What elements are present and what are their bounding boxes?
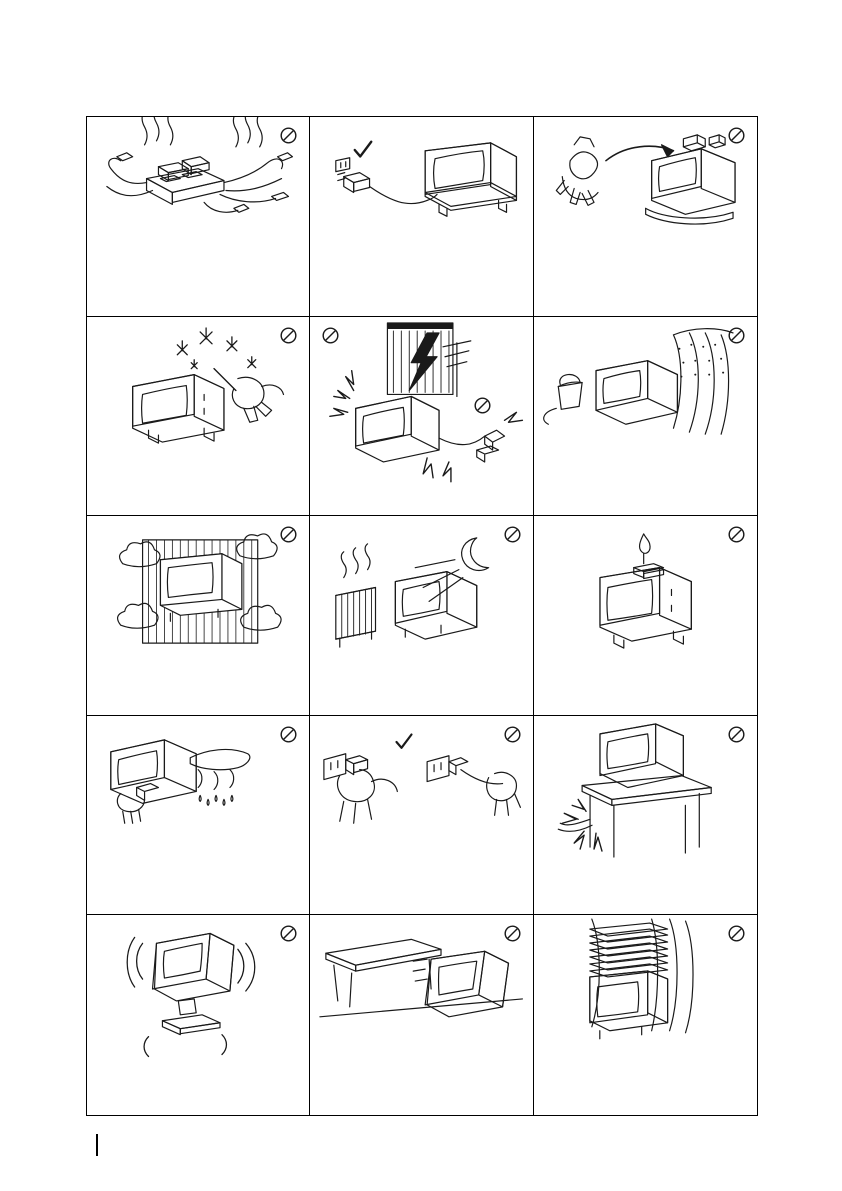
illustration-sparkler-near-tv <box>87 317 309 516</box>
prohibition-icon <box>728 327 745 344</box>
illustration-water-near-tv <box>534 317 757 516</box>
cell-do-not-pinch-cord <box>534 716 757 916</box>
cell-do-not-place-near-water <box>534 317 757 517</box>
illustration-correct-plug <box>310 117 532 316</box>
prohibition-icon <box>280 526 297 543</box>
prohibition-icon <box>728 127 745 144</box>
prohibition-icon <box>504 526 521 543</box>
illustration-lightning-storm <box>310 317 532 516</box>
cell-unplug-during-lightning-storm <box>310 317 533 517</box>
illustration-wet-hands-plug <box>87 716 309 915</box>
prohibition-icon <box>474 397 491 414</box>
illustration-stacked-items-on-tv <box>534 915 757 1115</box>
check-mark-icon <box>352 139 374 161</box>
cell-do-not-place-on-unstable-stand <box>87 915 310 1115</box>
illustration-tilted-table <box>310 915 532 1115</box>
prohibition-icon <box>322 327 339 344</box>
prohibition-icon <box>280 127 297 144</box>
prohibition-icon <box>280 327 297 344</box>
prohibition-icon <box>504 925 521 942</box>
check-mark-icon <box>394 732 414 752</box>
illustration-remove-object-from-tv <box>534 117 757 316</box>
cell-do-not-place-on-sloped-surface <box>310 915 533 1115</box>
prohibition-icon <box>728 925 745 942</box>
illustration-pull-plug-not-cord <box>310 716 532 915</box>
prohibition-icon <box>280 925 297 942</box>
cell-do-not-handle-plug-with-wet-hands <box>87 716 310 916</box>
cell-do-not-use-near-fireworks <box>87 317 310 517</box>
page-footer-rule <box>96 1134 98 1156</box>
illustration-blocked-ventilation <box>87 516 309 715</box>
cell-do-not-overload-outlet <box>87 117 310 317</box>
cell-do-not-block-ventilation <box>87 516 310 716</box>
illustration-damaged-cord <box>534 716 757 915</box>
illustration-radiator-and-sun <box>310 516 532 715</box>
prohibition-icon <box>504 726 521 743</box>
illustration-unstable-stand <box>87 915 309 1115</box>
cell-do-not-place-candle-on-tv <box>534 516 757 716</box>
cell-do-not-stack-items-on-tv <box>534 915 757 1115</box>
prohibition-icon <box>280 726 297 743</box>
cell-use-correct-power-plug <box>310 117 533 317</box>
prohibition-icon <box>728 726 745 743</box>
illustration-candle-on-tv <box>534 516 757 715</box>
cell-pull-plug-not-cord <box>310 716 533 916</box>
cell-do-not-place-near-heat-source <box>310 516 533 716</box>
safety-pictogram-grid <box>86 116 758 1116</box>
prohibition-icon <box>728 526 745 543</box>
illustration-overloaded-outlet <box>87 117 309 316</box>
cell-do-not-place-objects-on-top <box>534 117 757 317</box>
